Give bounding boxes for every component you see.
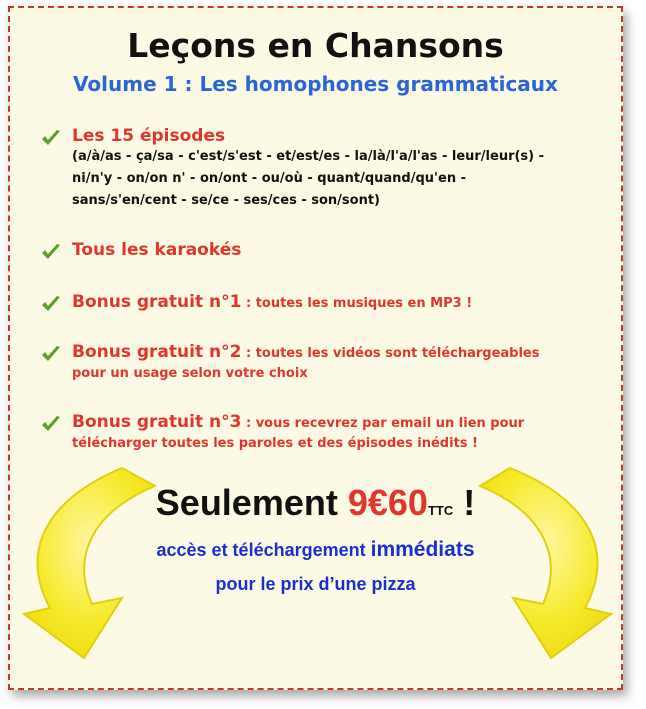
price-ttc: TTC (427, 503, 454, 518)
check-icon (40, 414, 62, 434)
item-heading: Bonus gratuit n°1 (72, 292, 242, 312)
item-desc-line: (a/à/as - ça/sa - c'est/s'est - et/est/es - la/là/l'a/l'as - leur/leur(s) - (72, 149, 545, 164)
item-desc: : vous recevrez par email un lien pour (241, 416, 525, 431)
list-item-episodes (40, 126, 610, 212)
price-suffix: ! (453, 482, 476, 523)
check-icon (40, 294, 62, 314)
price-prefix: Seulement (155, 482, 348, 523)
access-emphasis: immédiats (370, 538, 475, 561)
item-heading: Les 15 épisodes (72, 126, 226, 146)
pizza-line: pour le prix d’une pizza (215, 574, 416, 594)
list-item-bonus-1 (40, 292, 610, 312)
item-desc-line: pour un usage selon votre choix (72, 366, 308, 381)
access-line (10, 538, 621, 562)
item-desc: : toutes les vidéos sont téléchargeables (241, 346, 540, 361)
price-value: 9€60 (347, 482, 428, 523)
item-heading: Tous les karaokés (72, 240, 242, 260)
list-item-bonus-2 (40, 342, 610, 381)
item-heading: Bonus gratuit n°2 (72, 342, 242, 362)
item-desc-line: télécharger toutes les paroles et des épisodes inédits ! (72, 436, 478, 451)
item-desc-line: sans/s'en/cent - se/ce - ses/ces - son/sont) (72, 193, 381, 208)
page-title: Leçons en Chansons (127, 26, 504, 65)
check-icon (40, 128, 62, 148)
list-item-karaoke (40, 240, 610, 260)
item-desc-line: ni/n'y - on/on n' - on/ont - ou/où - quant/quand/qu'en - (72, 171, 467, 186)
check-icon (40, 344, 62, 364)
price-line (10, 482, 621, 524)
offer-card (8, 6, 623, 690)
item-desc: : toutes les musiques en MP3 ! (241, 296, 473, 311)
page-subtitle: Volume 1 : Les homophones grammaticaux (73, 72, 558, 96)
check-icon (40, 242, 62, 262)
list-item-bonus-3 (40, 412, 610, 451)
access-text: accès et téléchargement (156, 540, 371, 560)
item-heading: Bonus gratuit n°3 (72, 412, 242, 432)
